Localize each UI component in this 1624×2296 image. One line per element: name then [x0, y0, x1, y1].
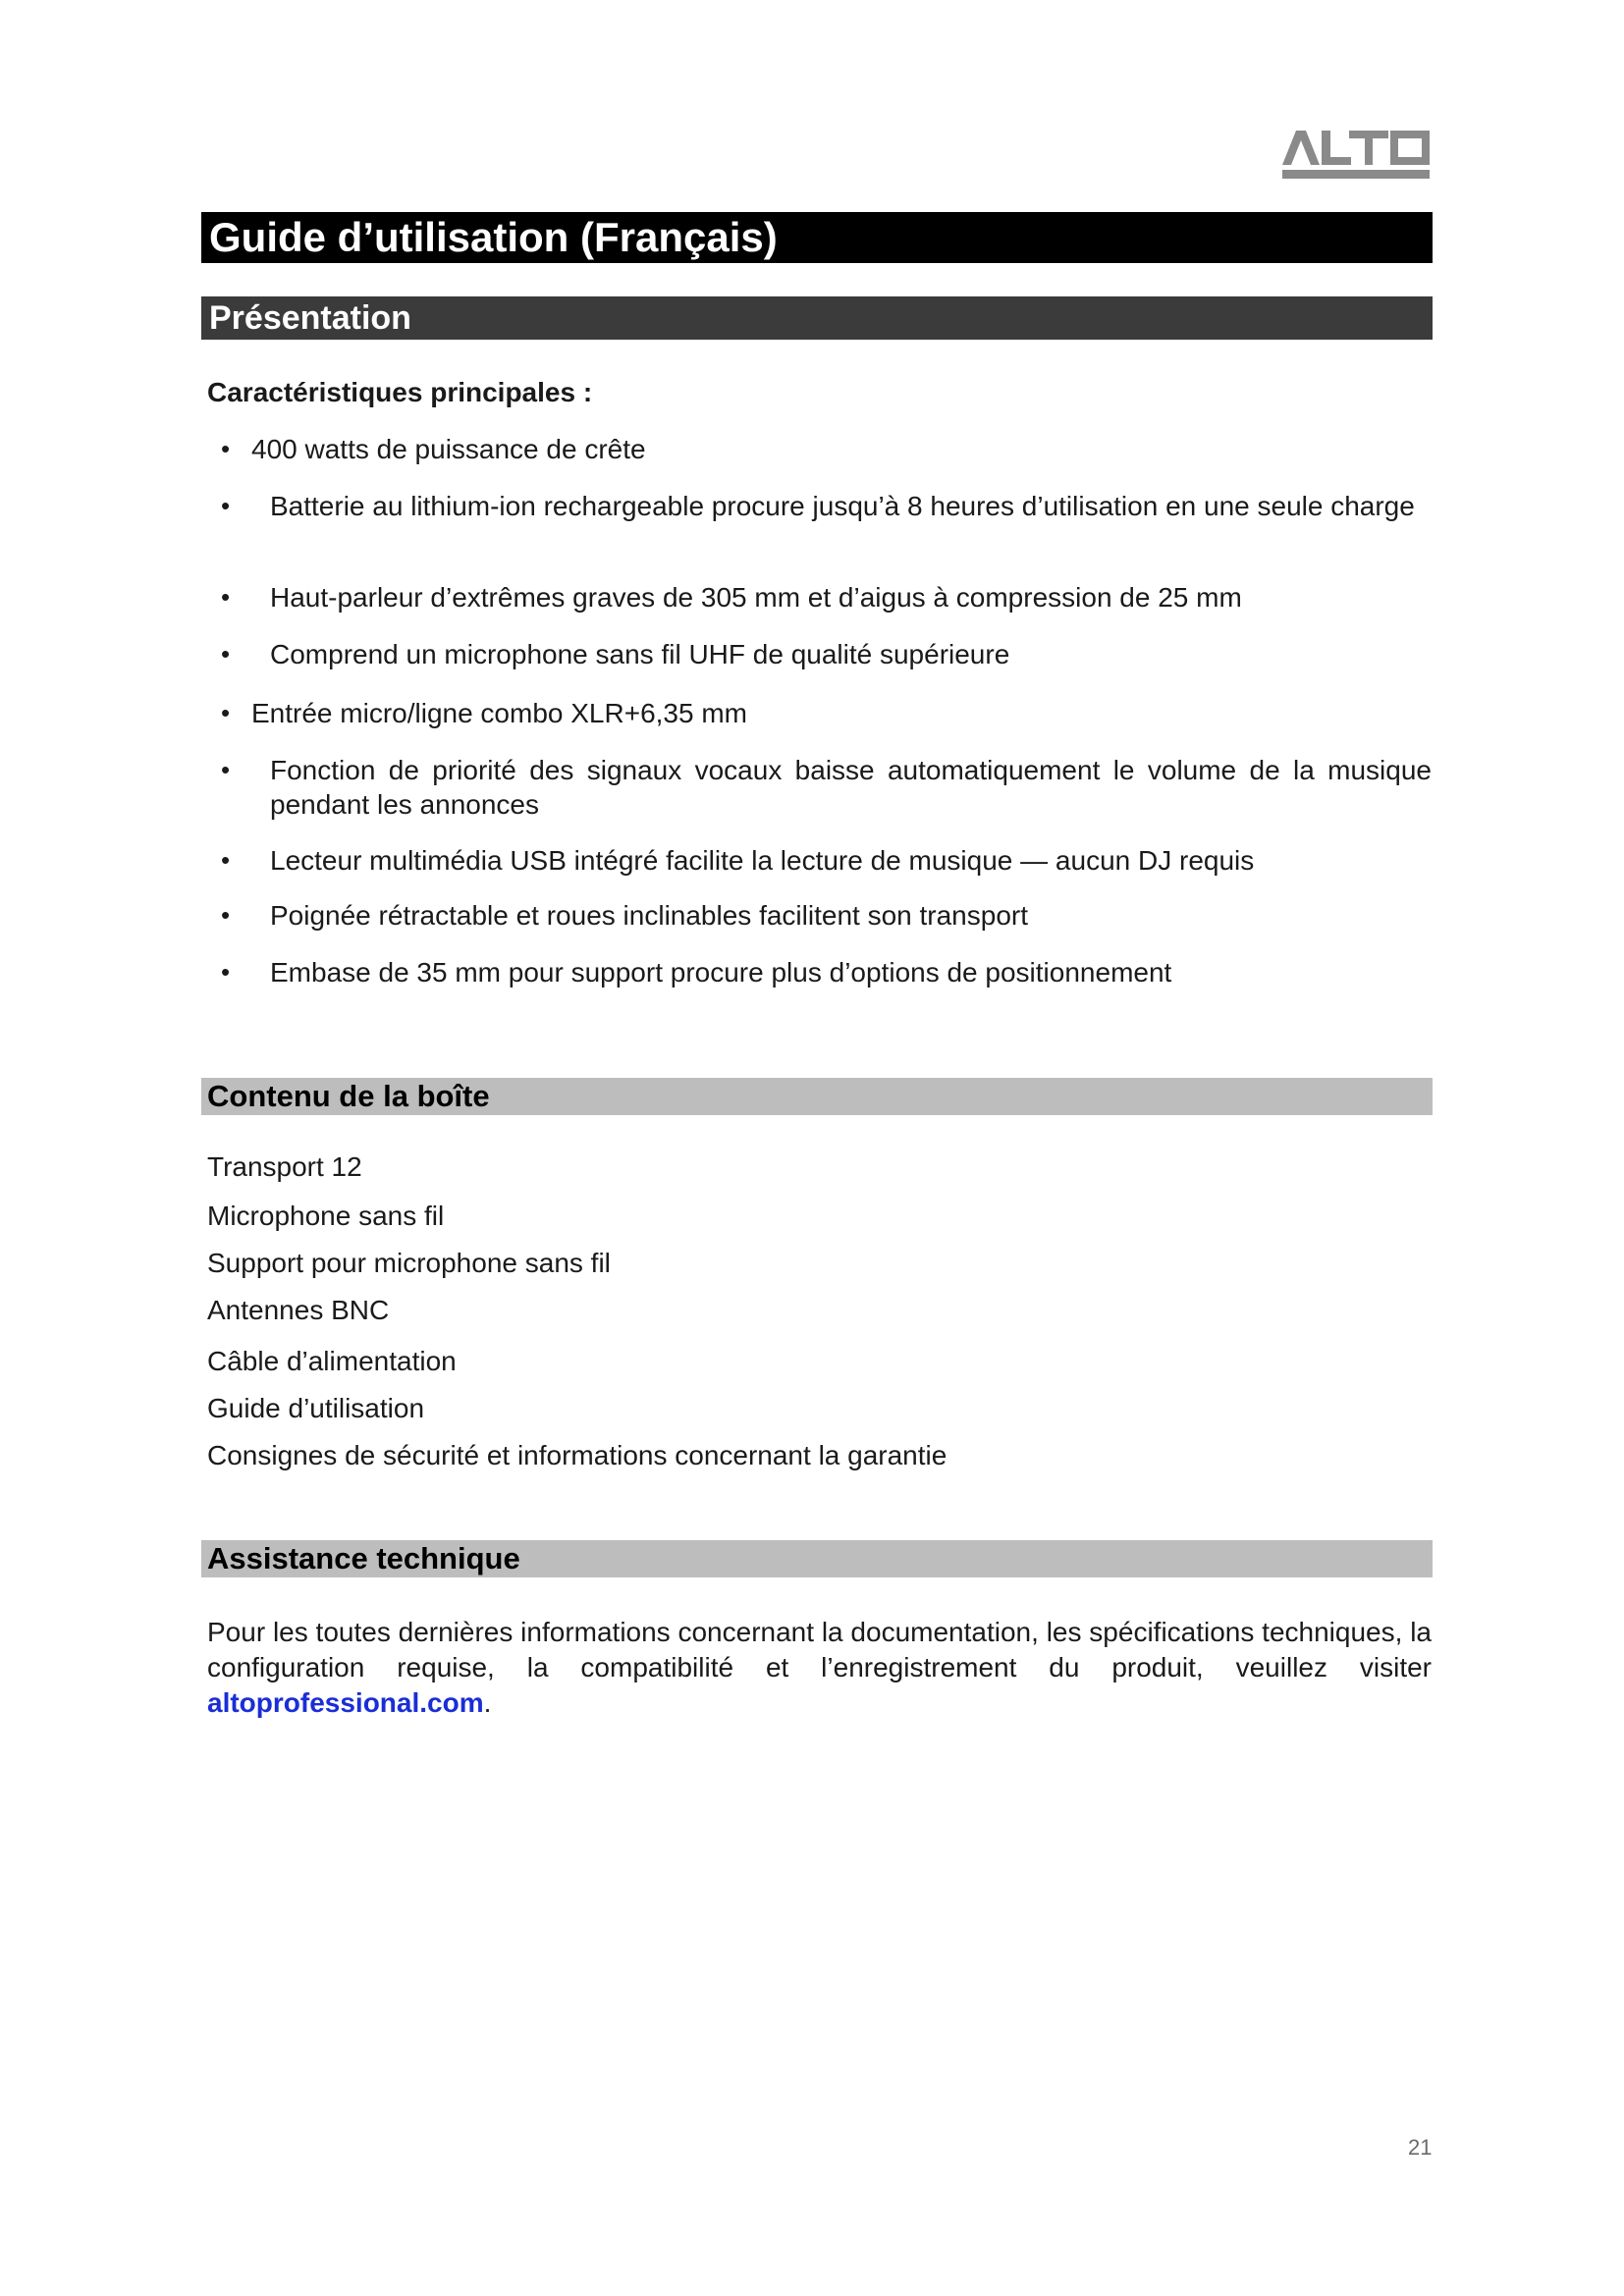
bullet-icon: • [221, 900, 231, 930]
features-heading: Caractéristiques principales : [207, 377, 593, 407]
page-number: 21 [1408, 2135, 1433, 2160]
bullet-icon: • [221, 755, 231, 784]
bullet-icon: • [221, 639, 231, 668]
list-item: Guide d’utilisation [207, 1393, 425, 1423]
alto-logo [1282, 128, 1430, 181]
website-link[interactable]: altoprofessional.com [207, 1687, 484, 1718]
bullet-icon: • [221, 957, 231, 987]
section-heading-presentation: Présentation [201, 296, 1433, 340]
list-item: Microphone sans fil [207, 1201, 445, 1231]
bullet-icon: • [221, 491, 231, 520]
list-item: Antennes BNC [207, 1295, 390, 1325]
list-item: Consignes de sécurité et informations concernant la garantie [207, 1440, 947, 1470]
bullet-icon: • [221, 582, 231, 612]
alto-logo-graphic [1282, 128, 1430, 181]
bullet-icon: • [221, 698, 231, 727]
page-title: Guide d’utilisation (Français) [201, 212, 1433, 263]
list-item: Câble d’alimentation [207, 1346, 457, 1376]
section-heading-box-contents: Contenu de la boîte [201, 1078, 1433, 1115]
list-item: Support pour microphone sans fil [207, 1248, 611, 1278]
bullet-icon: • [221, 434, 231, 463]
bullet-icon: • [221, 845, 231, 875]
support-paragraph: Pour les toutes dernières informations concernant la documentation, les spécifications techniques, la configuration requise, la compatibilité et l’enregistrement du produit, veuillez visiter altoprofessional.com. [207, 1617, 1432, 1718]
list-item: Transport 12 [207, 1151, 362, 1182]
section-heading-support: Assistance technique [201, 1540, 1433, 1577]
